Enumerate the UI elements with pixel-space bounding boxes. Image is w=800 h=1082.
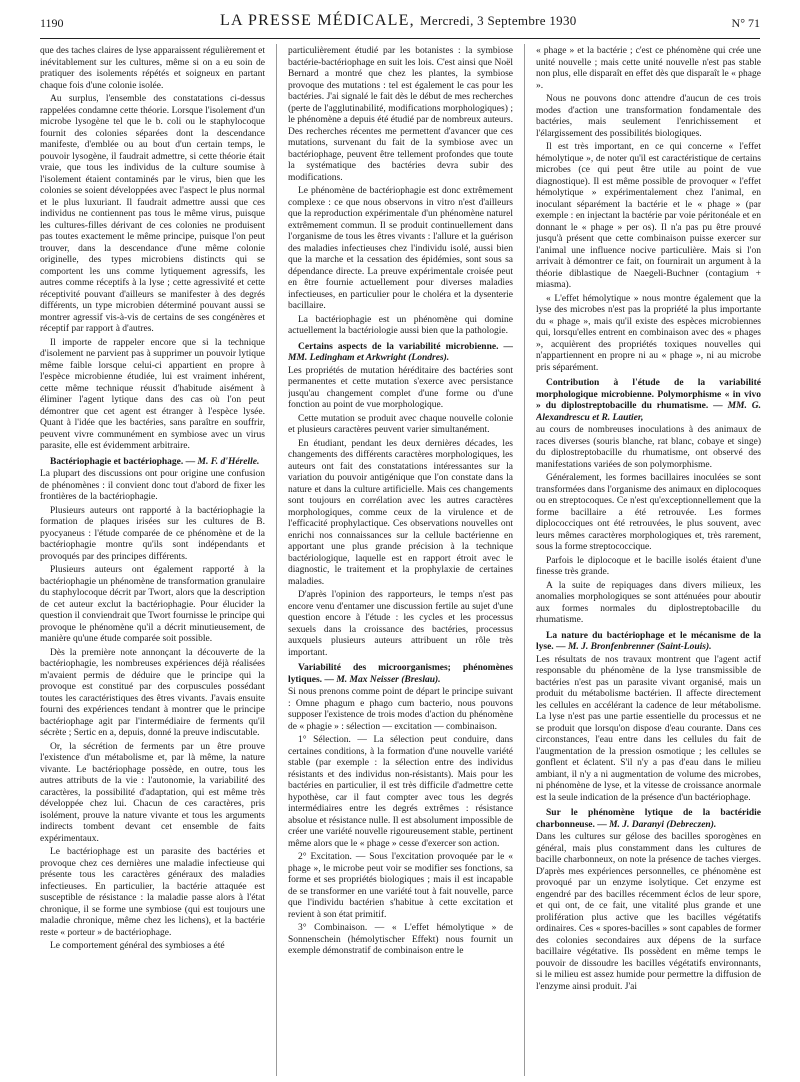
paragraph: Au surplus, l'ensemble des constatations ci-dessus rappelées condamne cette théorie. Lorsque l'isolement d'un microbe lysogène tel que le b. coli ou le staphylocoque fournit des colonies séparées dont la descendance manifeste, d'emblée ou au bout d'un certain temps, le pouvoir lysogène, il faudrait admettre, si cette théorie était vraie, que tous les individus de la culture soumise à l'isolement étaient contaminés par le virus, bien que les colonies se soient développées avec l'aspect le plus normal et le plus luxuriant. Il faudrait admettre aussi que ces individus ne contiennent pas tous le même virus, puisque les cultures-filles dérivant de ces colonies ne produisent pas toutes exactement le même principe, puisque l'on peut trouver, dans la descendance d'une même colonie originelle, des types microbiens distincts qui se comportent les uns comme lytiquement agressifs, les autres comme réceptifs à la lyse ; cette agressivité et cette réceptivité pouvant d'ailleurs se manifester à des degrés différents, un type microbien déterminé pouvant aussi se montrer agressif vis-à-vis de certains de ses congénères et réceptif par rapport à d'autres.: [40, 94, 265, 334]
paragraph: Parfois le diplocoque et le bacille isolés étaient d'une finesse très grande.: [536, 555, 761, 577]
paragraph: Les propriétés de mutation héréditaire des bactéries sont permanentes et cette mutation s'exerce avec persistance jusqu'au changement complet d'une forme ou d'une fonction au point de vue morphologique.: [288, 365, 513, 410]
section-heading: [536, 808, 761, 831]
paragraph: Si nous prenons comme point de départ le principe suivant : Omne phagum e phago cum bacterio, nous pouvons supposer l'existence de trois modes d'action du phénomène de « phagie » : sélection — excitation — combinaison.: [288, 687, 513, 732]
heading-title: Sur le phénomène lytique de la bactéridie charbonneuse. —: [536, 808, 761, 830]
paragraph: Dans les cultures sur gélose des bacilles sporogènes en général, mais plus constamment dans les cultures de bacille charbonneux, on note la présence de taches vierges. D'après mes expériences personnelles, ce phénomène est provoqué par un enzyme isolytique. Cet enzyme est engendré par des bacilles récemment éclos de leur spore, et qui ont, de ce fait, une vitalité plus grande et une prolifération plus active que les bacilles végétatifs ordinaires. Ces « spores-bacilles » sont capables de former des colonies secondaires aux dépens de la surface bacillaire végétative. Ils possèdent en même temps le pouvoir de dissoudre les bacilles végétatifs environnants, si le milieu est assez humide pour permettre la diffusion de l'enzyme ainsi produit. J'ai: [536, 832, 761, 992]
paragraph: Le comportement général des symbioses a été: [50, 941, 225, 951]
paragraph: Le phénomène de bactériophagie est donc extrêmement complexe : ce que nous observons in vitro n'est d'ailleurs que la reproduction expérimentale d'un phénomène naturel extrêmement commun. Il se produit continuellement dans l'organisme de tous les êtres vivants : l'allure et la guérison des maladies infectieuses chez l'individu isolé, aussi bien que la marche et la cessation des épidémies, sont sous sa dépendance directe. La preuve expérimentale croisée peut en être fournie actuellement pour diverses maladies infectieuses, en particulier pour le choléra et la dysenterie bacillaire.: [288, 186, 513, 311]
section-heading: [40, 457, 265, 469]
heading-author: MM. G. Alexandrescu et R. Lautier,: [536, 401, 761, 423]
paragraph: Or, la sécrétion de ferments par un être prouve l'existence d'un métabolisme et, par là même, la nature vivante. Le bactériophage possède, en outre, tous les autres attributs de la vie : l'autonomie, la variabilité des caractères, la possibilité d'adaptation, qui est même très développée chez lui. Chacun de ces caractères, pris isolément, prouve la nature vivante et tous les arguments indirects tombent devant cet ensemble de faits expérimentaux.: [40, 741, 265, 844]
paragraph: Généralement, les formes bacillaires inoculées se sont transformées dans l'organisme des animaux en diplocoques ou en streptocoques. Ce n'est qu'exceptionnellement que la forme bacillaire a été retrouvée. Les formes diplococciques ont été retrouvées, le plus souvent, avec leurs mêmes caractères morphologiques et, très rarement, sous la forme streptococcique.: [536, 473, 761, 552]
heading-title: Contribution à l'étude de la variabilité morphologique microbienne. Polymorphisme « in vivo » du diplostreptobacille du rhumatisme. —: [536, 378, 761, 411]
heading-title: Bactériophagie et bactériophage. —: [50, 456, 196, 467]
paragraph: La bactériophagie est un phénomène qui domine actuellement la bactériologie aussi bien que la pathologie.: [288, 314, 513, 336]
paragraph: Plusieurs auteurs ont rapporté à la bactériophagie la formation de plaques irisées sur les cultures de B. pyocyaneus : l'étude comparée de ce phénomène et de la bactériophagie montre qu'ils sont indépendants et provoqués par des principes différents.: [40, 505, 265, 562]
issue-date: Mercredi, 3 Septembre 1930: [420, 13, 577, 28]
journal-name: LA PRESSE MÉDICALE,: [220, 12, 415, 29]
section-heading: [536, 378, 761, 424]
paragraph: Dès la première note annonçant la découverte de la bactériophagie, les nombreuses expériences déjà réalisées m'avaient permis de déduire que le principe qui la provoque est constitué par des corpuscules possédant toutes les caractéristiques des êtres vivants. J'avais ensuite fourni des expériences tendant à montrer que le principe bactériophage agit par l'intermédiaire de ferments qu'il sécrète ; Sertic en a, depuis, donné la preuve indiscutable.: [40, 647, 265, 738]
column-divider: [276, 44, 277, 1076]
header-rule: [40, 38, 760, 39]
section-heading: [536, 631, 761, 654]
heading-author: M. J. Daranyi (Debreczen).: [609, 819, 717, 830]
section-heading: [288, 342, 513, 365]
column-3: [536, 46, 761, 1076]
paragraph: Plusieurs auteurs ont également rapporté à la bactériophagie un phénomène de transformation granulaire du staphylocoque décrit par Twort, alors que la description de cet auteur exclut la bactériophagie. Pour élucider la question il conviendrait que Twort fournisse le principe qui provoque le phénomène qu'il a décrit minutieusement, de manière qu'une étude comparée soit possible.: [40, 565, 265, 644]
paragraph: 1° Sélection. — La sélection peut conduire, dans certaines conditions, à la formation d'une nouvelle variété stable (par exemple : la sélection entre des individus résistants et des individus non-résistants). Mais pour les bactéries en particulier, il est très difficile d'admettre cette hypothèse, car il faut compter avec tous les degrés intermédiaires entre les degrés extrêmes : résistance absolue et résistance nulle. Il est absolument impossible de créer une variété nouvelle rigoureusement stable, pertinent même alors que le « phage » cesse d'exercer son action.: [288, 735, 513, 849]
paragraph: Il est très important, en ce qui concerne « l'effet hémolytique », de noter qu'il est caractéristique de certains microbes (ce qui peut être utile au point de vue diagnostique). Il est même possible de provoquer « l'effet hémolytique » expérimentalement chez l'animal, en inoculant séparément la bactérie et le « phage » (par exemple : en injectant la bactérie par voie péritonéale et en donnant le « phage » per os). Il n'a pas pu être prouvé jusqu'à présent que cette combinaison puisse exercer sur l'animal une influence nocive particulière. Mais si l'on arrivait à démontrer ce fait, on fournirait un argument à la théorie diblastique de Naegeli-Buchner (contagium + miasma).: [536, 142, 761, 290]
column-divider: [524, 44, 525, 1076]
journal-title: [220, 12, 577, 30]
paragraph: Cette mutation se produit avec chaque nouvelle colonie et plusieurs caractères peuvent varier simultanément.: [288, 413, 513, 435]
paragraph: Les résultats de nos travaux montrent que l'agent actif responsable du phénomène de la lyse transmissible de bactéries n'est pas un parasite vivant organisé, mais un produit du métabolisme bactérien. Il affecte directement les cellules en accélérant la cadence de leur métabolisme. La lyse n'est pas une partie essentielle du processus et ne se produit que lorsqu'on dispose d'eau courante. Dans ces circonstances, l'eau entre dans les cellules du fait de l'augmentation de la pression osmotique ; les cellules se gonflent et éclatent. S'il n'y a pas d'eau dans le milieu ambiant, il n'y a ni augmentation de volume des microbes, ni phénomène de lyse, et la vitesse de croissance anormale est la seule indication de la présence d'un bactériophage.: [536, 654, 761, 803]
paragraph: au cours de nombreuses inoculations à des animaux de races diverses (souris blanche, rat blanc, cobaye et singe) du diplostreptobacille du rhumatisme, ont observé des manifestations variées de son polymorphisme.: [536, 425, 761, 470]
heading-title: Variabilité des microorganismes; phénomènes lytiques.: [288, 663, 513, 685]
paragraph: « phage » et la bactérie ; c'est ce phénomène qui crée une unité nouvelle ; mais cette unité nouvelle n'est pas stable non plus, elle disparaît en effet dès que disparaît le « phage ».: [536, 46, 761, 91]
paragraph: particulièrement étudié par les botanistes : la symbiose bactérie-bactériophage en suit les lois. C'est ainsi que Noël Bernard a montré que chez les plantes, la symbiose provoque des mutations : tel est également le cas pour les bactéries. J'ai signalé le fait dès le début de mes recherches (perte de l'agglutinabilité, modifications morphologiques) ; le phénomène a depuis été étudié par de nombreux auteurs. Des recherches récentes me permettent d'avancer que ces mutations, survenant du fait de la symbiose avec un bactériophage, peuvent être tellement profondes que toute la systématique des bactéries devra subir des modifications.: [288, 46, 513, 183]
page-header: [40, 12, 760, 36]
paragraph: 2° Excitation. — Sous l'excitation provoquée par le « phage », le microbe peut voir se modifier ses fonctions, sa forme et ses propriétés biologiques ; mais il est incapable de se transformer en une variété tout à fait nouvelle, parce que l'individu bactérien s'habitue à cette excitation et revient à son état primitif.: [288, 852, 513, 920]
paragraph: En étudiant, pendant les deux dernières décades, les changements des différents caractères morphologiques, les auteurs ont fait des constatations intéressantes sur la variation du pouvoir antigénique que l'on constate dans la nature et dans la culture artificielle. Mais ces changements sont toujours en corrélation avec les autres caractères morphologiques, comme ceux de la virulence et de l'efficacité prophylactique. Ces observations nouvelles ont enrichi nos connaissances sur la cellule bactérienne en apportant une plus grande précision à la technique bactériologique, laquelle est en rapport étroit avec le diagnostic, le traitement et la prophylaxie de certaines maladies.: [288, 438, 513, 587]
heading-title: La nature du bactériophage et le mécanisme de la lyse. —: [536, 630, 761, 652]
heading-title: Certains aspects de la variabilité microbienne.: [298, 341, 499, 352]
heading-author: — M. Max Neisser (Breslau).: [324, 674, 441, 685]
paragraph: La plupart des discussions ont pour origine une confusion de phénomènes : il convient donc tout d'abord de fixer les frontières de la bactériophagie.: [40, 469, 265, 502]
paragraph: que des taches claires de lyse apparaissent régulièrement et inévitablement sur les cultures, même si on a eu soin de pratiquer des isolements répétés et soigneux en partant chaque fois d'une colonie isolée.: [40, 46, 265, 91]
paragraph: D'après l'opinion des rapporteurs, le temps n'est pas encore venu d'entamer une discussion fertile au sujet d'une question encore à l'étude : les cycles et les processus sexuels dans la croissance des bactéries, processus auxquels plusieurs auteurs attribuent un rôle très important.: [288, 590, 513, 658]
paragraph: Il importe de rappeler encore que si la technique d'isolement ne parvient pas à supprimer un pouvoir lytique même faible lorsque celui-ci appartient en propre à l'espèce microbienne étudiée, lui est vraiment inhérent, cette même technique réussit d'habitude aisément à éliminer l'agent lytique dans des cas où l'on peut démontrer que cet agent est étranger à l'espèce lysée. Quant à l'idée que les bactéries, sans paraître en souffrir, peuvent vivre communément en symbiose avec un virus parasite, elle est évidemment arbitraire.: [40, 337, 265, 451]
paragraph: 3° Combinaison. — « L'effet hémolytique » de Sonnenschein (hémolytischer Effekt) nous fournit un exemple démonstratif de combinaison entre le: [288, 923, 513, 956]
page-number: 1190: [40, 16, 64, 30]
paragraph: Nous ne pouvons donc attendre d'aucun de ces trois modes d'action une transformation fondamentale des bactéries, mais seulement l'enrichissement et l'élargissement des possibilités biologiques.: [536, 94, 761, 139]
column-2: [288, 46, 513, 1076]
issue-number: N° 71: [731, 16, 760, 30]
column-1: [40, 46, 265, 1076]
paragraph: Le bactériophage est un parasite des bactéries et provoque chez ces dernières une maladie infectieuse qui présente tous les caractères généraux des maladies infectieuses. En particulier, la bactérie attaquée est susceptible de résistance : la maladie passe alors à l'état chronique, il se forme une symbiose (qui est toujours une maladie chronique, même chez les lichens), et la bactérie reste « porteur » de bactériophage.: [40, 847, 265, 938]
heading-author: M. J. Bronfenbrenner (Saint-Louis).: [567, 642, 712, 652]
heading-author: — MM. Ledingham et Arkwright (Londres).: [288, 341, 513, 363]
paragraph: « L'effet hémolytique » nous montre également que la lyse des microbes n'est pas la propriété la plus importante du « phage », mais qu'il existe des espèces microbiennes qui, lorsqu'elles entrent en combinaison avec des « phages », acquièrent des propriétés toxiques nouvelles qui n'appartiennent en propre ni au « phage », ni au microbe pris séparément.: [536, 293, 761, 373]
heading-author: M. F. d'Hérelle.: [197, 456, 260, 467]
paragraph: A la suite de repiquages dans divers milieux, les anomalies morphologiques se sont atténuées pour aboutir aux formes normales du diplostreptobacille du rhumatisme.: [536, 580, 761, 625]
section-heading: [288, 663, 513, 686]
